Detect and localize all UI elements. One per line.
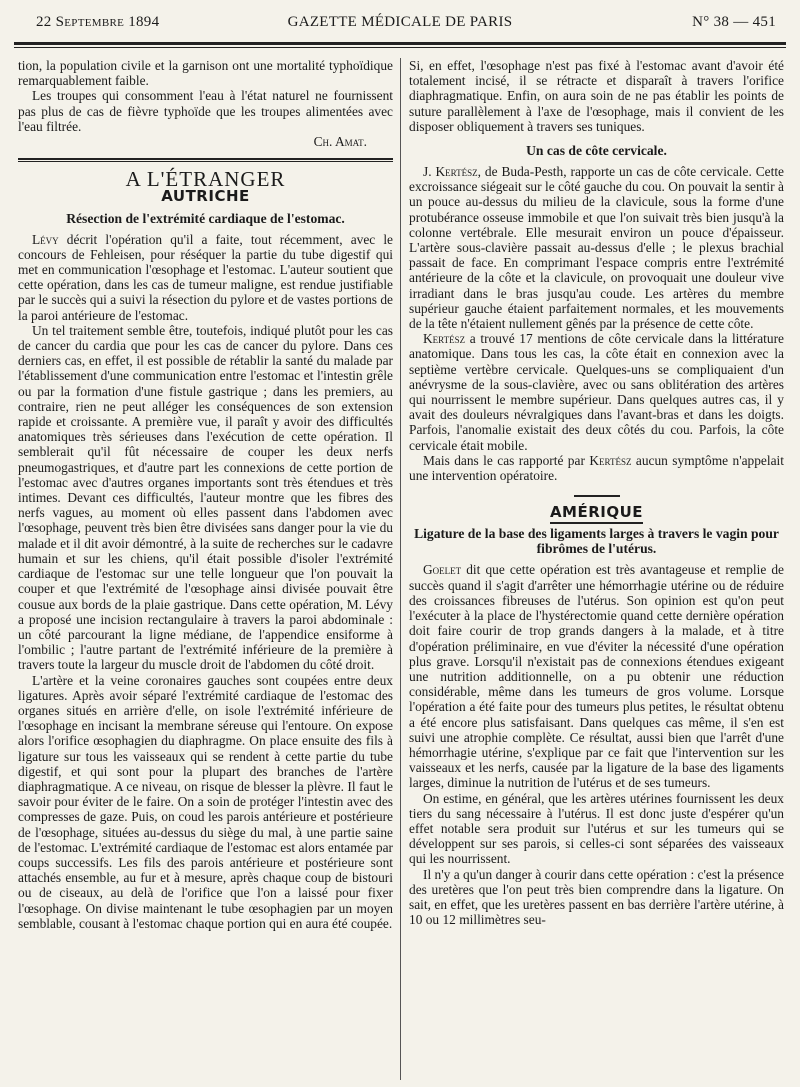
paragraph-text: , de Buda-Pesth, rapporte un cas de côte cervicale. Cette excroissance siégeait sur le côté gauche du cou. On pouvait la sentir à un pouce au-dessus du milieu de la clavicule, sous la forme d'une protubérance osseuse immobile et que l'on suivait très bien jusqu'à la colonne vertébrale. Elle mesurait environ un pouce d'épaisseur. L'artère sous-clavière passait au-dessus d'elle ; le plexus brachial passait de face. En comprimant l'espace compris entre l'extrémité antérieure de la côte et la clavicule, on provoquait une douleur vive irradiant dans le bras jusqu'au coude. Les artères du membre supérieur gauche étaient parfaitement normales, et les mouvements de la tête n'étaient nullement gênés par la présence de cette côte.	[409, 164, 784, 332]
signature: Ch. Amat.	[313, 134, 367, 150]
header-rule	[14, 42, 786, 48]
paragraph-kertesz-3	[409, 453, 784, 483]
article-title-cote: Un cas de côte cervicale.	[526, 143, 667, 159]
paragraph-text: a trouvé 17 mentions de côte cervicale dans la littérature anatomique. Dans tous les cas, la côte était en connexion avec la septième vertèbre cervicale. Quelques-uns se compliquaient d'un anévrysme de la sous-clavière, avec ou sans oblitération des artères qui nourrissent le membre supérieur. Dans quelques autres cas, il y avait des douleurs névralgiques dans l'avant-bras et dans les doigts. Parfois, l'anomalie existait des deux côtés du cou. Parfois, la côte cervicale était mobile.	[409, 331, 784, 453]
article-title-ligature: Ligature de la base des ligaments larges à travers le vagin pour fibrômes de l'utérus.	[414, 526, 779, 557]
paragraph-troupes: Les troupes qui consomment l'eau à l'état naturel ne fournissent pas plus de cas de fièvre typhoïde que les troupes alimentées avec l'eau filtrée.	[18, 88, 393, 134]
header-title: GAZETTE MÉDICALE DE PARIS	[287, 14, 513, 30]
page-header	[14, 12, 786, 34]
header-date: 22 Septembre 1894	[36, 14, 160, 30]
paragraph-levy-1	[18, 232, 393, 323]
right-column	[409, 58, 784, 927]
author-name: Kertész	[589, 452, 632, 468]
paragraph-kertesz-1	[409, 164, 784, 331]
paragraph-text: Mais dans le cas rapporté par	[423, 452, 590, 468]
paragraph-goelet-3: Il n'y a qu'un danger à courir dans cette opération : c'est la présence des uretères que l'on peut très bien comprendre dans la ligature. On sait, en effet, que les uretères passent en bas derrière l'artère utérine, à 10 ou 12 millimètres seu-	[409, 866, 784, 928]
author-name: Goelet	[423, 562, 462, 578]
paragraph-text: dit que cette opération est très avantageuse et remplie de succès quand il s'agit d'arrêter une hémorrhagie utérine ou de réduire des croissances fibreuses de l'utérus. Son opinion est qu'on peut l'exécuter à la place de l'hystérectomie quand cette dernière opération doit faire courir de trop grands dangers à la malade, et à titre d'opération préliminaire, en vue d'éviter la nécessité d'une opération plus grave. Lorsqu'il n'existait pas de connexions étendues exigeant une nutrition additionnelle, on a pu obtenir une réduction considérable, même dans les tumeurs de gros volume. Lorsque l'opération a été faite pour des tumeurs plus petites, le résultat obtenu a été encore plus satisfaisant. Dans quelques cas même, il s'en est suivi une atrophie complète. Ce résultat, aussi bien que l'arrêt d'une hémorrhagie utérine, s'explique par ce fait que l'intervention sur les vaisseaux et les nerfs, causée par la ligature de la base des ligaments larges, diminue la nutrition de l'utérus et de ses tumeurs.	[409, 562, 784, 791]
paragraph-continuation: tion, la population civile et la garnison ont une mortalité typhoïdique remarquablement faible.	[18, 58, 393, 89]
paragraph-goelet-2: On estime, en général, que les artères utérines fournissent les deux tiers du sang nécessaire à l'utérus. Il est donc juste d'espérer qu'un effet notable sera produit sur l'utérus et sur les tumeurs qui se développent sur ses parois, si celles-ci sont séparées des vaisseaux qui les nourrissent.	[409, 790, 784, 867]
paragraph-levy-3: L'artère et la veine coronaires gauches sont coupées entre deux ligatures. Après avoir séparé l'extrémité cardiaque de l'estomac des organes situés en arrière d'elle, on isole l'extrémité inférieure de l'œsophage en incisant la membrane séreuse qui l'entoure. On expose alors l'orifice œsophagien du diaphragme. On place ensuite des fils à ligature sur tous les vaisseaux qui se rendent à cette partie du tube digestif, et qui sont pour la plupart des branches de l'artère diaphragmatique. A ce niveau, on risque de blesser la plèvre. Il faut le savoir pour éviter de le faire. On a soin de protéger l'intestin avec des compresses de gaze. Puis, on coud les parois antérieure et postérieure de l'œsophage, situées au-dessus du siège du mal, à une partie saine de l'estomac. L'extrémité cardiaque de l'estomac est alors entamée par coups successifs. Les fils des parois antérieure et postérieure sont attachés ensemble, au fur et à mesure, après chaque coup de bistouri ou de ciseaux, au delà de l'orifice que l'on a laissé pour fixer l'œsophage. On divise maintenant le tube œsophagien par un moyen semblable, cousant à l'estomac chaque portion qui en aura été coupée.	[18, 672, 393, 931]
paragraph-goelet-1	[409, 562, 784, 790]
columns	[0, 58, 800, 1083]
author-name: Lévy	[32, 231, 59, 247]
rubric-title: A L'ÉTRANGER	[125, 167, 286, 192]
paragraph-levy-2: Un tel traitement semble être, toutefois, indiqué plutôt pour les cas de cancer du cardia que pour les cas de cancer du pylore. Dans ces derniers cas, en effet, il est possible de rétablir la santé du malade par l'établissement d'une communication entre l'estomac et l'intestin grêle ou par la formation d'une fistule gastrique ; dans les premiers, au contraire, rien ne peut alléger les conséquences de son extension rapide et croissante. A première vue, il paraît y avoir des difficultés anatomiques très sérieuses dans l'exécution de cette opération. Il semblerait qu'il fût nécessaire de couper les deux nerfs pneumogastriques, et d'autre part les connexions de cette portion de l'estomac avec d'autres organes importants sont très étendues et très intimes. Devant ces difficultés, l'auteur montre que les fibres des nerfs vagues, au moment où elles passent dans l'abdomen avec l'œsophage, peuvent très bien être divisées sans danger pour la vie du malade et il dit avoir démontré, à la suite de recherches sur le cadavre humain et sur les chiens, qu'il était possible d'isoler l'extrémité cardiaque de l'estomac sur une telle longueur que l'on pouvait la couper et que l'extrémité de l'œsophage ainsi divisée pouvait être cousue aux bords de la plaie gastrique. Dans cette opération, M. Lévy a proposé une incision rectangulaire à travers la paroi abdominale : un côté parcourant la ligne médiane, de l'appendice ensiforme à l'ombilic ; l'autre partant de l'extrémité inférieure de la première à travers toute la largeur du muscle droit de l'abdomen du côté droit.	[18, 322, 393, 673]
subrubric-label: AMÉRIQUE	[550, 503, 643, 524]
paragraph-text: décrit l'opération qu'il a faite, tout récemment, avec le concours de Fehleisen, pour réséquer la partie du tube digestif qui met en communication l'œsophage et l'estomac. L'auteur soutient que cette opération, dans les cas de tumeur maligne, est rendue justifiable par le succès qui a suivi la résection du pylore et de vastes portions de la paroi antérieure de l'estomac.	[18, 231, 393, 323]
paragraph-si: Si, en effet, l'œsophage n'est pas fixé à l'estomac avant d'avoir été totalement incisé, il se rétracte et disparaît à travers l'orifice diaphragmatique. Enfin, on aura soin de ne pas établir les points de suture parallèlement à l'axe de l'œsophage, mais il convient de les disposer obliquement à travers ses tuniques.	[409, 58, 784, 134]
author-name: J. Kertész	[423, 164, 478, 180]
paragraph-text: aucun symptôme n'appelait une intervention opératoire.	[409, 452, 784, 484]
article-title-resection: Résection de l'extrémité cardiaque de l'estomac.	[66, 210, 345, 226]
author-name: Kertész	[423, 331, 466, 347]
section-rule	[18, 158, 393, 162]
left-column	[18, 58, 393, 931]
short-rule	[574, 495, 620, 497]
paragraph-kertesz-2	[409, 331, 784, 453]
subrubric-autriche: AUTRICHE	[161, 187, 250, 206]
subrubric-amerique	[409, 505, 784, 520]
header-issue: N° 38 — 451	[692, 14, 776, 30]
